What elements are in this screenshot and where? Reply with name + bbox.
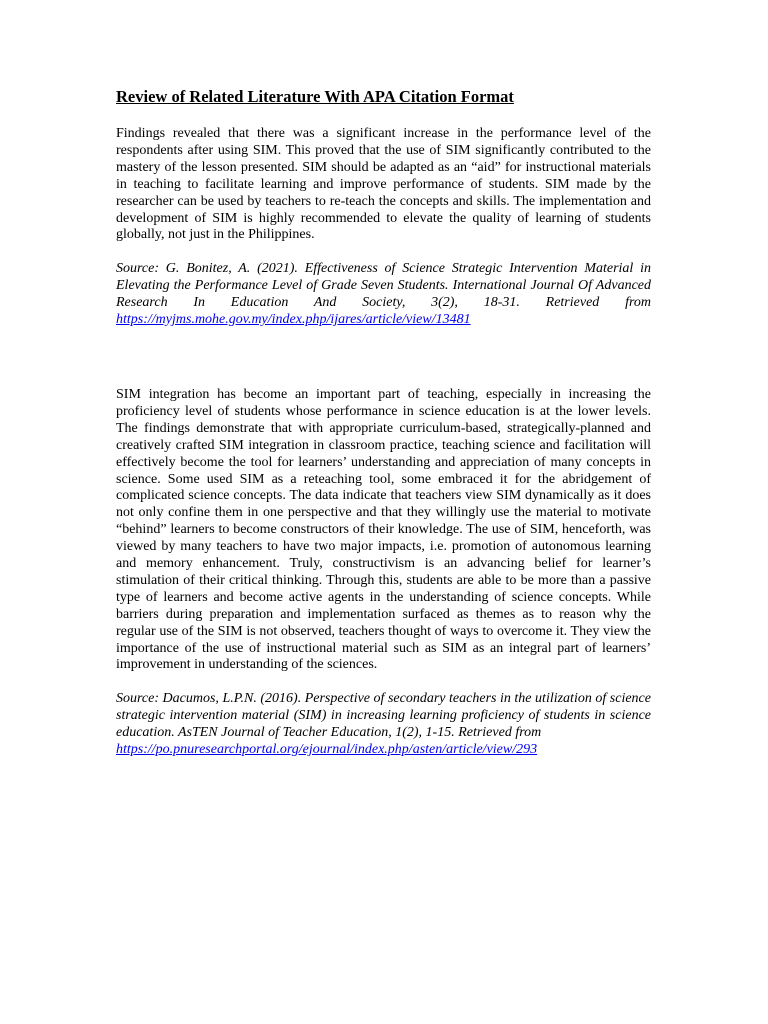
document-title: Review of Related Literature With APA Citation Format [116, 87, 514, 106]
literature-paragraph-1: Findings revealed that there was a significant increase in the performance level of the respondents after using SIM. This proved that the use of SIM significantly contributed to the mastery of the lesson presented. SIM should be adapted as an “aid” for instructional materials in teaching to facilitate learning and improve performance of students. SIM made by the researcher can be used by teachers to re-teach the concepts and skills. The implementation and development of SIM is highly recommended to elevate the quality of learning of students globally, not just in the Philippines. [116, 126, 651, 243]
citation-text-1: Source: G. Bonitez, A. (2021). Effectiveness of Science Strategic Intervention Material in Elevating the Performance Level of Grade Seven Students. International Journal Of Advanced Research In Education And Society, 3(2), 18-31. Retrieved from [116, 261, 651, 311]
citation-source-2 [116, 691, 651, 759]
citation-link-1[interactable]: https://myjms.mohe.gov.my/index.php/ijares/article/view/13481 [116, 312, 471, 328]
citation-text-2: Source: Dacumos, L.P.N. (2016). Perspective of secondary teachers in the utilization of science strategic intervention material (SIM) in increasing learning proficiency of students in science education. AsTEN Journal of Teacher Education, 1(2), 1-15. Retrieved from [116, 691, 651, 741]
citation-link-2[interactable]: https://po.pnuresearchportal.org/ejournal/index.php/asten/article/view/293 [116, 742, 538, 758]
section-spacer [116, 329, 651, 387]
citation-source-1 [116, 261, 651, 329]
document-page [116, 86, 651, 759]
literature-paragraph-2: SIM integration has become an important part of teaching, especially in increasing the proficiency level of students whose performance in science education is at the lower levels. The findings demonstrate that with appropriate curriculum-based, strategically-planned and creatively crafted SIM integration in classroom practice, teaching science and facilitation will effectively become the tool for learners’ understanding and appreciation of many concepts in science. Some used SIM as a reteaching tool, some embraced it for the abridgement of complicated science concepts. The data indicate that teachers view SIM dynamically as it does not only confine them in one perspective and that they willingly use the material to motivate “behind” learners to become constructors of their knowledge. The use of SIM, henceforth, was viewed by many teachers to have two major impacts, i.e. promotion of autonomous learning and memory enhancement. Truly, constructivism is an advancing belief for learner’s stimulation of their critical thinking. Through this, students are able to be more than a passive type of learners and become active agents in the understanding of science concepts. While barriers during preparation and implementation surfaced as themes as to reason why the regular use of the SIM is not observed, teachers thought of ways to overcome it. They view the importance of the use of instructional material such as SIM as an integral part of learners’ improvement in understanding of the sciences. [116, 386, 651, 673]
